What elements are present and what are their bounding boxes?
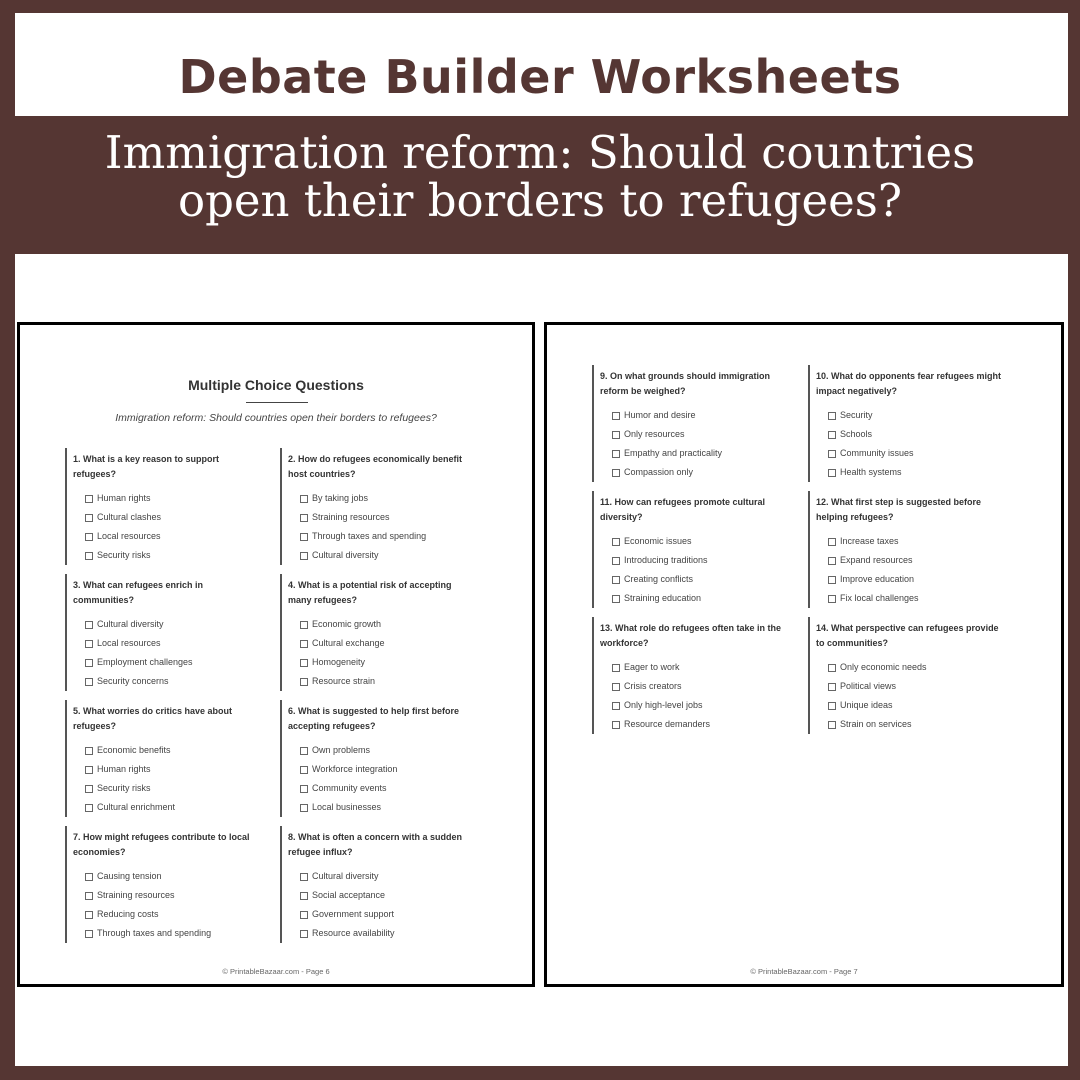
checkbox-icon <box>85 766 93 774</box>
option: Cultural diversity <box>300 546 475 565</box>
option: Local resources <box>85 634 260 653</box>
checkbox-icon <box>300 533 308 541</box>
checkbox-icon <box>828 595 836 603</box>
option: Cultural diversity <box>85 615 260 634</box>
checkbox-icon <box>828 431 836 439</box>
checkbox-icon <box>300 495 308 503</box>
option: By taking jobs <box>300 489 475 508</box>
question-1 <box>65 448 260 565</box>
checkbox-icon <box>85 873 93 881</box>
option: Creating conflicts <box>612 570 787 589</box>
option: Security concerns <box>85 672 260 691</box>
question-text: 13. What role do refugees often take in the workforce? <box>600 623 782 648</box>
option: Expand resources <box>828 551 1003 570</box>
checkbox-icon <box>85 892 93 900</box>
checkbox-icon <box>612 450 620 458</box>
checkbox-icon <box>300 678 308 686</box>
option: Resource availability <box>300 924 475 943</box>
checkbox-icon <box>85 911 93 919</box>
option: Health systems <box>828 463 1003 482</box>
question-3 <box>65 574 260 691</box>
option: Community issues <box>828 444 1003 463</box>
checkbox-icon <box>828 469 836 477</box>
question-text: 5. What worries do critics have about refugees? <box>73 706 233 731</box>
checkbox-icon <box>300 747 308 755</box>
checkbox-icon <box>828 702 836 710</box>
worksheet-page-7 <box>544 322 1064 987</box>
checkbox-icon <box>828 721 836 729</box>
option: Straining resources <box>85 886 260 905</box>
checkbox-icon <box>85 785 93 793</box>
checkbox-icon <box>85 804 93 812</box>
checkbox-icon <box>828 683 836 691</box>
checkbox-icon <box>612 664 620 672</box>
question-text: 2. How do refugees economically benefit host countries? <box>288 454 463 479</box>
worksheet-heading: Multiple Choice Questions <box>188 377 364 393</box>
option: Workforce integration <box>300 760 475 779</box>
option: Empathy and practicality <box>612 444 787 463</box>
checkbox-icon <box>85 747 93 755</box>
question-text: 1. What is a key reason to support refugees? <box>73 454 220 479</box>
option: Increase taxes <box>828 532 1003 551</box>
option: Causing tension <box>85 867 260 886</box>
option: Social acceptance <box>300 886 475 905</box>
option: Security risks <box>85 779 260 798</box>
option: Only high-level jobs <box>612 696 787 715</box>
question-14 <box>808 617 1003 734</box>
question-text: 7. How might refugees contribute to local economies? <box>73 832 250 857</box>
question-text: 11. How can refugees promote cultural diversity? <box>600 497 766 522</box>
option: Security risks <box>85 546 260 565</box>
question-13 <box>592 617 787 734</box>
topic-title-line-2: open their borders to refugees? <box>177 174 903 227</box>
option: Strain on services <box>828 715 1003 734</box>
checkbox-icon <box>612 431 620 439</box>
question-text: 10. What do opponents fear refugees might impact negatively? <box>816 371 1002 396</box>
checkbox-icon <box>300 766 308 774</box>
question-text: 8. What is often a concern with a sudden refugee influx? <box>288 832 463 857</box>
option: Reducing costs <box>85 905 260 924</box>
page-footer: © PrintableBazaar.com - Page 7 <box>750 967 858 976</box>
option: Through taxes and spending <box>85 924 260 943</box>
option: Only resources <box>612 425 787 444</box>
topic-title-line-1: Immigration reform: Should countries <box>104 126 976 179</box>
option: Homogeneity <box>300 653 475 672</box>
checkbox-icon <box>300 640 308 648</box>
checkbox-icon <box>85 930 93 938</box>
option: Crisis creators <box>612 677 787 696</box>
question-8 <box>280 826 475 943</box>
checkbox-icon <box>612 469 620 477</box>
checkbox-icon <box>300 621 308 629</box>
option: Unique ideas <box>828 696 1003 715</box>
option: Humor and desire <box>612 406 787 425</box>
checkbox-icon <box>300 514 308 522</box>
option: Human rights <box>85 760 260 779</box>
checkbox-icon <box>300 911 308 919</box>
checkbox-icon <box>85 552 93 560</box>
checkbox-icon <box>300 659 308 667</box>
checkbox-icon <box>828 576 836 584</box>
option: Cultural enrichment <box>85 798 260 817</box>
option: Economic issues <box>612 532 787 551</box>
worksheet-page-6 <box>17 322 535 987</box>
question-text: 4. What is a potential risk of accepting many refugees? <box>288 580 452 605</box>
checkbox-icon <box>300 804 308 812</box>
question-4 <box>280 574 475 691</box>
option: Resource strain <box>300 672 475 691</box>
option: Economic benefits <box>85 741 260 760</box>
question-2 <box>280 448 475 565</box>
option: Own problems <box>300 741 475 760</box>
option: Political views <box>828 677 1003 696</box>
option: Cultural clashes <box>85 508 260 527</box>
checkbox-icon <box>612 412 620 420</box>
option: Local resources <box>85 527 260 546</box>
checkbox-icon <box>85 533 93 541</box>
option: Security <box>828 406 1003 425</box>
checkbox-icon <box>828 557 836 565</box>
checkbox-icon <box>828 538 836 546</box>
checkbox-icon <box>828 412 836 420</box>
option: Straining education <box>612 589 787 608</box>
question-11 <box>592 491 787 608</box>
checkbox-icon <box>300 873 308 881</box>
checkbox-icon <box>300 552 308 560</box>
checkbox-icon <box>612 557 620 565</box>
question-7 <box>65 826 260 943</box>
checkbox-icon <box>612 721 620 729</box>
checkbox-icon <box>300 785 308 793</box>
checkbox-icon <box>612 595 620 603</box>
option: Cultural exchange <box>300 634 475 653</box>
brand-title: Debate Builder Worksheets <box>178 50 902 104</box>
question-text: 14. What perspective can refugees provide to communities? <box>816 623 999 648</box>
topic-title <box>0 126 1080 227</box>
question-text: 9. On what grounds should immigration reform be weighed? <box>600 371 771 396</box>
question-12 <box>808 491 1003 608</box>
checkbox-icon <box>612 538 620 546</box>
option: Eager to work <box>612 658 787 677</box>
question-text: 6. What is suggested to help first before accepting refugees? <box>288 706 460 731</box>
option: Improve education <box>828 570 1003 589</box>
checkbox-icon <box>828 664 836 672</box>
checkbox-icon <box>85 678 93 686</box>
option: Human rights <box>85 489 260 508</box>
checkbox-icon <box>85 495 93 503</box>
page-footer: © PrintableBazaar.com - Page 6 <box>222 967 330 976</box>
checkbox-icon <box>828 450 836 458</box>
option: Community events <box>300 779 475 798</box>
question-9 <box>592 365 787 482</box>
option: Employment challenges <box>85 653 260 672</box>
option: Straining resources <box>300 508 475 527</box>
option: Only economic needs <box>828 658 1003 677</box>
option: Resource demanders <box>612 715 787 734</box>
option: Compassion only <box>612 463 787 482</box>
question-text: 12. What first step is suggested before helping refugees? <box>816 497 982 522</box>
checkbox-icon <box>85 514 93 522</box>
checkbox-icon <box>85 640 93 648</box>
checkbox-icon <box>85 659 93 667</box>
checkbox-icon <box>612 576 620 584</box>
option: Cultural diversity <box>300 867 475 886</box>
option: Fix local challenges <box>828 589 1003 608</box>
checkbox-icon <box>612 702 620 710</box>
question-text: 3. What can refugees enrich in communities? <box>73 580 204 605</box>
option: Schools <box>828 425 1003 444</box>
checkbox-icon <box>612 683 620 691</box>
question-6 <box>280 700 475 817</box>
worksheet-subheading: Immigration reform: Should countries open their borders to refugees? <box>115 412 437 424</box>
question-5 <box>65 700 260 817</box>
option: Local businesses <box>300 798 475 817</box>
heading-divider <box>246 402 308 403</box>
option: Through taxes and spending <box>300 527 475 546</box>
option: Government support <box>300 905 475 924</box>
checkbox-icon <box>300 930 308 938</box>
question-10 <box>808 365 1003 482</box>
option: Economic growth <box>300 615 475 634</box>
checkbox-icon <box>85 621 93 629</box>
option: Introducing traditions <box>612 551 787 570</box>
checkbox-icon <box>300 892 308 900</box>
